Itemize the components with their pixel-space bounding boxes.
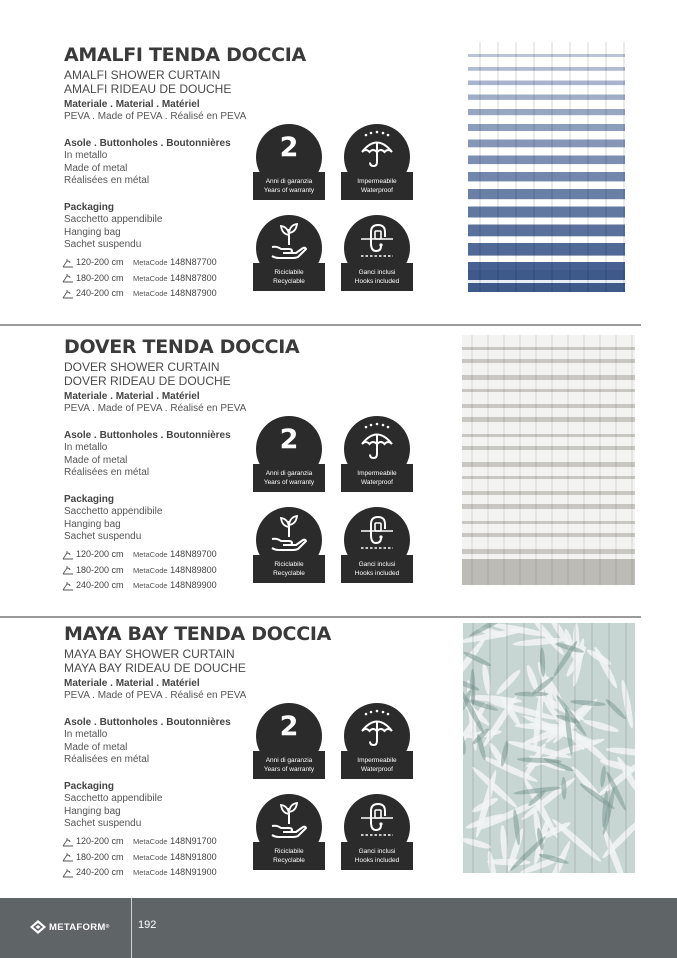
badge-label-en: Years of warranty — [263, 479, 315, 486]
badge-label-en: Years of warranty — [263, 187, 315, 194]
warranty-2-icon: 2 — [279, 132, 299, 163]
size-text: 240-200 cm — [76, 867, 124, 877]
size-text: 240-200 cm — [76, 580, 124, 590]
metacode-value: 148N89900 — [170, 580, 217, 590]
metacode-row — [62, 852, 217, 868]
metacode-value: 148N89700 — [170, 549, 217, 559]
metacode-value: 148N87900 — [170, 288, 217, 298]
badge-warranty — [253, 416, 325, 494]
metacode-label: MetaCode — [133, 289, 168, 298]
metacode-row — [62, 257, 217, 273]
product-subtitle-fr: MAYA BAY RIDEAU DE DOUCHE — [64, 661, 246, 675]
metacode-row — [62, 549, 217, 565]
packaging-text — [64, 214, 162, 252]
product-subtitle-en: AMALFI SHOWER CURTAIN — [64, 68, 221, 82]
badge-label-it: Ganci inclusi — [358, 561, 396, 568]
metacode-label: MetaCode — [133, 581, 168, 590]
badge-label-it: Riciclabile — [274, 848, 304, 855]
badge-label-it: Impermeabile — [357, 470, 397, 477]
badge-recyclable — [253, 507, 325, 585]
size-text: 240-200 cm — [76, 288, 124, 298]
metacode-row — [62, 836, 217, 852]
size-text: 180-200 cm — [76, 851, 124, 862]
metacode-row — [62, 288, 217, 304]
badge-label-it: Impermeabile — [357, 178, 397, 185]
size-icon — [62, 837, 74, 847]
badge-label-en: Years of warranty — [263, 766, 315, 773]
badge-label-en: Recyclable — [273, 570, 305, 577]
product-subtitle-en: MAYA BAY SHOWER CURTAIN — [64, 647, 235, 661]
badge-label — [341, 555, 413, 583]
packaging-line: Sachet suspendu — [64, 239, 142, 250]
badge-hooks — [341, 215, 413, 293]
badge-label-en: Hooks included — [354, 857, 400, 864]
size-icon — [62, 868, 74, 878]
badge-recyclable — [253, 215, 325, 293]
badge-label — [341, 751, 413, 779]
badge-label — [253, 842, 325, 870]
buttonholes-line: Réalisées en métal — [64, 754, 150, 765]
material-text: PEVA . Made of PEVA . Réalisé en PEVA — [64, 111, 247, 122]
packaging-heading: Packaging — [64, 202, 115, 213]
size-icon — [62, 565, 74, 575]
size-icon — [62, 258, 74, 268]
metacode-row — [62, 565, 217, 581]
badge-label — [253, 751, 325, 779]
packaging-line: Hanging bag — [64, 805, 121, 817]
metacode-list — [62, 549, 217, 596]
badge-label-it: Riciclabile — [274, 561, 304, 568]
metacode-label: MetaCode — [133, 273, 168, 283]
badge-waterproof — [341, 703, 413, 781]
badge-hooks — [341, 507, 413, 585]
footer-separator — [131, 898, 132, 958]
material-heading: Materiale . Material . Matériel — [64, 678, 200, 689]
buttonholes-line: Made of metal — [64, 162, 128, 174]
product-photo-graphic — [468, 42, 625, 292]
metacode-list — [62, 836, 217, 883]
size-text: 180-200 cm — [76, 564, 124, 575]
warranty-2-icon: 2 — [279, 711, 299, 742]
packaging-line: Sacchetto appendibile — [64, 506, 163, 517]
product-photo-graphic — [463, 623, 635, 873]
size-text: 120-200 cm — [76, 257, 124, 267]
product-photo — [468, 42, 625, 292]
packaging-heading: Packaging — [64, 494, 115, 505]
badge-warranty — [253, 703, 325, 781]
badge-label-it: Ganci inclusi — [358, 848, 396, 855]
badge-label — [253, 263, 325, 291]
badge-label-it: Anni di garanzia — [265, 178, 313, 185]
badge-label — [253, 555, 325, 583]
buttonholes-heading: Asole . Buttonholes . Boutonnières — [64, 430, 231, 441]
metacode-label: MetaCode — [133, 868, 168, 877]
material-text: PEVA . Made of PEVA . Réalisé en PEVA — [64, 690, 247, 701]
section-divider — [0, 616, 641, 618]
metacode-value: 148N91700 — [170, 836, 217, 846]
metacode-label: MetaCode — [133, 852, 168, 862]
packaging-line: Sacchetto appendibile — [64, 214, 163, 225]
badge-label — [253, 464, 325, 492]
product-subtitle-fr: DOVER RIDEAU DE DOUCHE — [64, 374, 231, 388]
buttonholes-line: Made of metal — [64, 454, 128, 466]
brand-name: METAFORM — [49, 921, 106, 933]
badge-label — [341, 263, 413, 291]
packaging-line: Sachet suspendu — [64, 818, 142, 829]
badge-label-en: Hooks included — [354, 570, 400, 577]
buttonholes-line: In metallo — [64, 150, 108, 161]
product-photo — [462, 335, 635, 585]
metacode-label: MetaCode — [133, 550, 168, 559]
buttonholes-text — [64, 729, 149, 767]
size-icon — [62, 273, 74, 283]
metacode-value: 148N87700 — [170, 257, 217, 267]
buttonholes-heading: Asole . Buttonholes . Boutonnières — [64, 138, 231, 149]
brand-logo: METAFORM ® — [30, 920, 110, 934]
badge-label-en: Recyclable — [273, 857, 305, 864]
product-photo — [463, 623, 635, 873]
material-heading: Materiale . Material . Matériel — [64, 99, 200, 110]
size-text: 180-200 cm — [76, 272, 124, 283]
buttonholes-heading: Asole . Buttonholes . Boutonnières — [64, 717, 231, 728]
badge-label-it: Riciclabile — [274, 269, 304, 276]
badge-waterproof — [341, 416, 413, 494]
metacode-value: 148N87800 — [170, 272, 217, 283]
badge-label-it: Impermeabile — [357, 757, 397, 764]
badge-label-en: Hooks included — [354, 278, 400, 285]
size-icon — [62, 550, 74, 560]
badge-label — [253, 172, 325, 200]
metaform-logo-icon — [30, 920, 46, 934]
badge-recyclable — [253, 794, 325, 872]
size-icon — [62, 852, 74, 862]
product-subtitle-fr: AMALFI RIDEAU DE DOUCHE — [64, 82, 232, 96]
metacode-row — [62, 867, 217, 883]
packaging-line: Hanging bag — [64, 518, 121, 530]
size-text: 120-200 cm — [76, 836, 124, 846]
metacode-label: MetaCode — [133, 258, 168, 267]
badge-label — [341, 464, 413, 492]
packaging-heading: Packaging — [64, 781, 115, 792]
buttonholes-line: In metallo — [64, 729, 108, 740]
material-heading: Materiale . Material . Matériel — [64, 391, 200, 402]
buttonholes-line: In metallo — [64, 442, 108, 453]
packaging-line: Hanging bag — [64, 226, 121, 238]
product-title: MAYA BAY TENDA DOCCIA — [64, 623, 332, 645]
metacode-list — [62, 257, 217, 304]
page-footer — [0, 898, 677, 958]
badge-waterproof — [341, 124, 413, 202]
badge-label-en: Waterproof — [361, 479, 393, 486]
metacode-label: MetaCode — [133, 565, 168, 575]
badge-label-en: Waterproof — [361, 187, 393, 194]
packaging-line: Sachet suspendu — [64, 531, 142, 542]
badge-label-it: Anni di garanzia — [265, 757, 313, 764]
metacode-value: 148N89800 — [170, 564, 217, 575]
metacode-label: MetaCode — [133, 837, 168, 846]
metacode-value: 148N91800 — [170, 851, 217, 862]
packaging-text — [64, 793, 162, 831]
badge-warranty — [253, 124, 325, 202]
badge-label-it: Anni di garanzia — [265, 470, 313, 477]
product-subtitle-en: DOVER SHOWER CURTAIN — [64, 360, 220, 374]
badge-label — [341, 172, 413, 200]
badge-hooks — [341, 794, 413, 872]
badge-label-en: Waterproof — [361, 766, 393, 773]
buttonholes-line: Made of metal — [64, 741, 128, 753]
metacode-value: 148N91900 — [170, 867, 217, 877]
material-text: PEVA . Made of PEVA . Réalisé en PEVA — [64, 403, 247, 414]
page-number: 192 — [138, 919, 157, 931]
metacode-row — [62, 273, 217, 289]
warranty-2-icon: 2 — [279, 424, 299, 455]
size-text: 120-200 cm — [76, 549, 124, 559]
product-title: DOVER TENDA DOCCIA — [64, 336, 300, 358]
metacode-row — [62, 580, 217, 596]
buttonholes-line: Réalisées en métal — [64, 467, 150, 478]
size-icon — [62, 581, 74, 591]
product-photo-graphic — [462, 335, 635, 585]
packaging-text — [64, 506, 162, 544]
section-divider — [0, 324, 641, 326]
badge-label — [341, 842, 413, 870]
packaging-line: Sacchetto appendibile — [64, 793, 163, 804]
buttonholes-text — [64, 442, 149, 480]
buttonholes-line: Réalisées en métal — [64, 175, 150, 186]
badge-label-en: Recyclable — [273, 278, 305, 285]
product-title: AMALFI TENDA DOCCIA — [64, 44, 306, 66]
size-icon — [62, 289, 74, 299]
buttonholes-text — [64, 150, 149, 188]
badge-label-it: Ganci inclusi — [358, 269, 396, 276]
